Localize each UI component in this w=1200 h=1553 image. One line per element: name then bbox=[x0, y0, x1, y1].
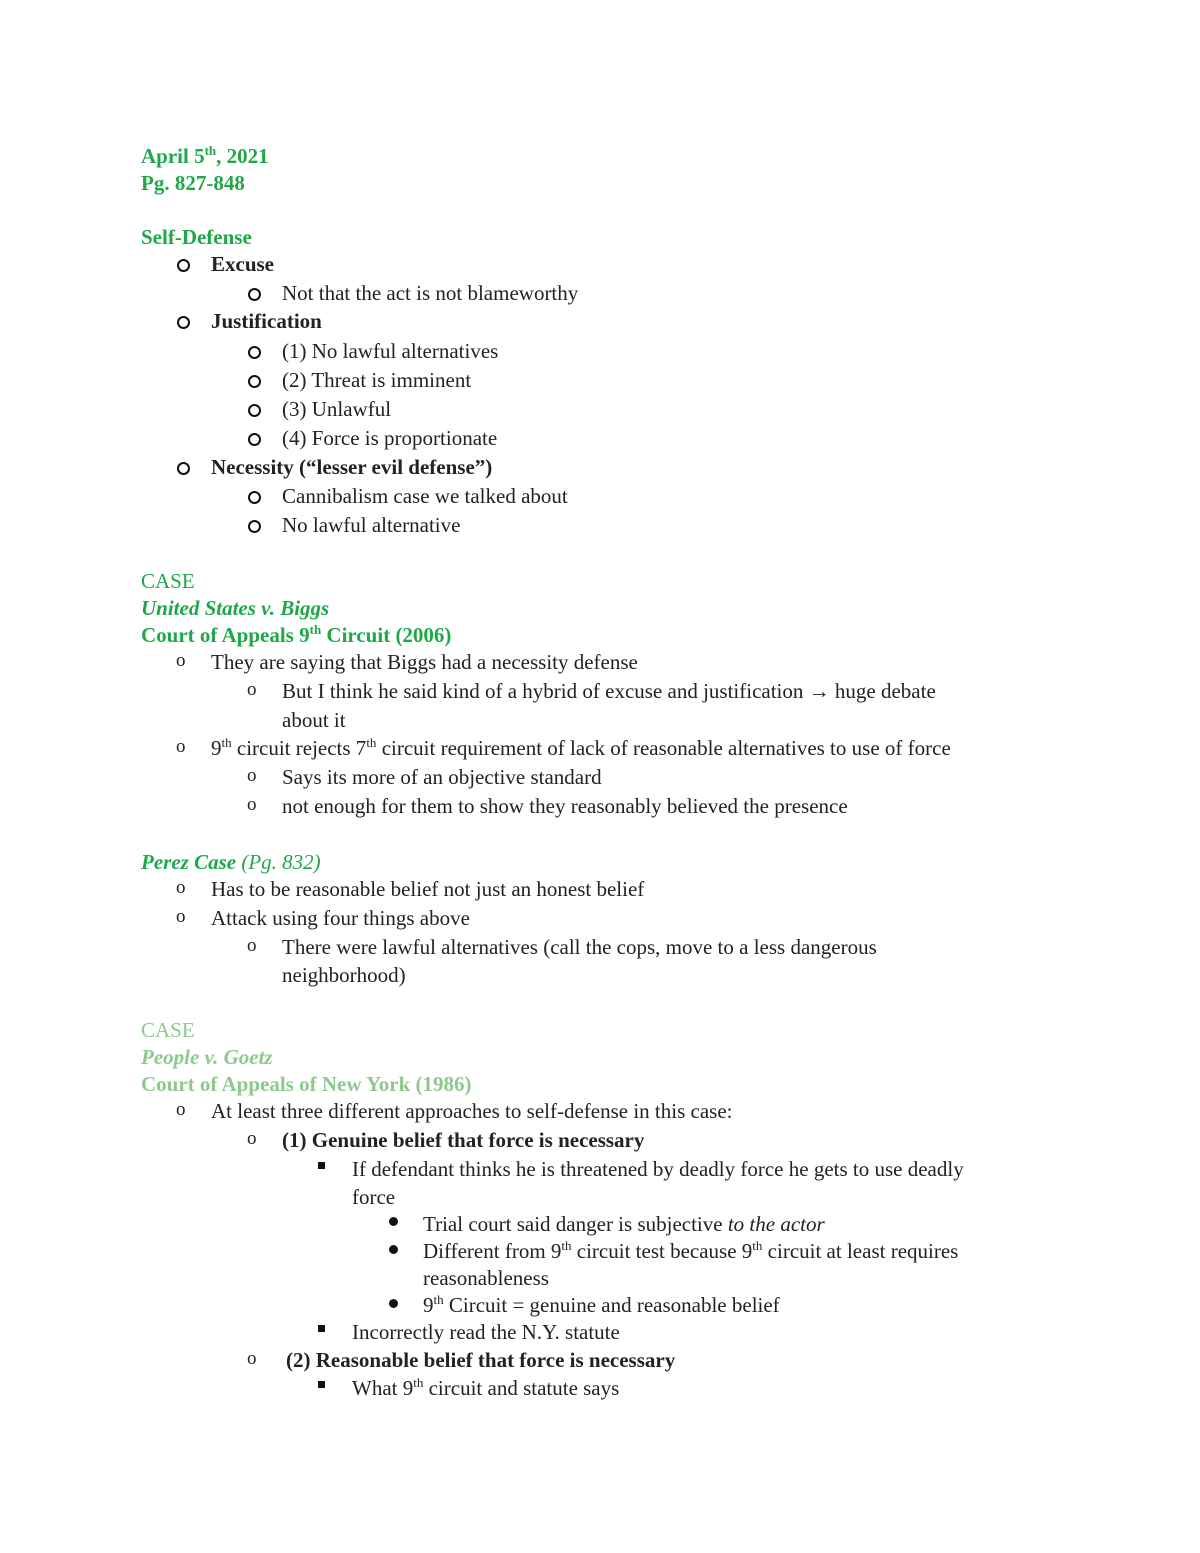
case-label-1: CASE bbox=[141, 569, 195, 593]
justification-detail-3: (3) Unlawful bbox=[282, 397, 392, 421]
goetz-approach-2-sub-1: What 9th circuit and statute says bbox=[352, 1375, 620, 1400]
goetz-approach-1: (1) Genuine belief that force is necessary bbox=[282, 1128, 645, 1152]
goetz-approach-1-sub-2: Incorrectly read the N.Y. statute bbox=[352, 1320, 620, 1344]
hollow-bullet-icon: o bbox=[247, 935, 257, 956]
excuse-item: Excuse bbox=[211, 252, 274, 276]
goetz-detail-2: Different from 9th circuit test because 9th circuit at least requires bbox=[423, 1238, 959, 1263]
goetz-detail-2-cont: reasonableness bbox=[423, 1266, 549, 1290]
perez-point-2a: There were lawful alternatives (call the cops, move to a less dangerous bbox=[282, 935, 877, 959]
biggs-point-2b: not enough for them to show they reasonably believed the presence bbox=[282, 794, 848, 818]
perez-point-1: Has to be reasonable belief not just an honest belief bbox=[211, 877, 645, 901]
date-heading: April 5th, 2021 bbox=[141, 143, 269, 168]
hollow-bullet-icon: o bbox=[247, 1128, 257, 1149]
hollow-bullet-icon: o bbox=[247, 679, 257, 700]
excuse-detail: Not that the act is not blameworthy bbox=[282, 281, 579, 305]
goetz-detail-3: 9th Circuit = genuine and reasonable belief bbox=[423, 1292, 780, 1317]
ring-bullet-icon bbox=[248, 491, 261, 504]
dot-bullet-icon bbox=[389, 1217, 398, 1226]
biggs-point-2a: Says its more of an objective standard bbox=[282, 765, 602, 789]
ring-bullet-icon bbox=[248, 520, 261, 533]
case-name-goetz: People v. Goetz bbox=[141, 1045, 273, 1069]
hollow-bullet-icon: o bbox=[176, 1099, 186, 1120]
justification-detail-1: (1) No lawful alternatives bbox=[282, 339, 499, 363]
biggs-point-2: 9th circuit rejects 7th circuit requirement of lack of reasonable alternatives to use of force bbox=[211, 735, 951, 760]
justification-detail-4: (4) Force is proportionate bbox=[282, 426, 498, 450]
ring-bullet-icon bbox=[248, 375, 261, 388]
biggs-point-1a-cont: about it bbox=[282, 708, 346, 732]
case-court-biggs: Court of Appeals 9th Circuit (2006) bbox=[141, 622, 452, 647]
necessity-detail-1: Cannibalism case we talked about bbox=[282, 484, 568, 508]
hollow-bullet-icon: o bbox=[247, 794, 257, 815]
right-arrow-icon: → bbox=[808, 679, 830, 703]
goetz-approach-2: (2) Reasonable belief that force is necessary bbox=[286, 1348, 676, 1372]
justification-item: Justification bbox=[211, 309, 322, 333]
dot-bullet-icon bbox=[389, 1245, 398, 1254]
perez-heading: Perez Case (Pg. 832) bbox=[141, 850, 321, 874]
justification-detail-2: (2) Threat is imminent bbox=[282, 368, 472, 392]
ring-bullet-icon bbox=[177, 462, 190, 475]
page-range: Pg. 827-848 bbox=[141, 171, 245, 195]
hollow-bullet-icon: o bbox=[247, 765, 257, 786]
goetz-detail-1: Trial court said danger is subjective to the actor bbox=[423, 1212, 825, 1236]
square-bullet-icon bbox=[318, 1325, 325, 1332]
biggs-point-1a: But I think he said kind of a hybrid of excuse and justification → huge debate bbox=[282, 679, 936, 703]
case-court-goetz: Court of Appeals of New York (1986) bbox=[141, 1072, 472, 1096]
biggs-point-1: They are saying that Biggs had a necessity defense bbox=[211, 650, 638, 674]
ring-bullet-icon bbox=[248, 288, 261, 301]
hollow-bullet-icon: o bbox=[176, 906, 186, 927]
perez-point-2a-cont: neighborhood) bbox=[282, 963, 406, 987]
dot-bullet-icon bbox=[389, 1299, 398, 1308]
ring-bullet-icon bbox=[177, 259, 190, 272]
square-bullet-icon bbox=[318, 1381, 325, 1388]
hollow-bullet-icon: o bbox=[176, 736, 186, 757]
case-name-biggs: United States v. Biggs bbox=[141, 596, 330, 620]
hollow-bullet-icon: o bbox=[176, 650, 186, 671]
perez-point-2: Attack using four things above bbox=[211, 906, 470, 930]
ring-bullet-icon bbox=[248, 346, 261, 359]
square-bullet-icon bbox=[318, 1162, 325, 1169]
case-label-2: CASE bbox=[141, 1018, 195, 1042]
hollow-bullet-icon: o bbox=[247, 1348, 257, 1369]
ring-bullet-icon bbox=[248, 404, 261, 417]
goetz-approach-1-sub-1: If defendant thinks he is threatened by deadly force he gets to use deadly bbox=[352, 1157, 964, 1181]
goetz-point-1: At least three different approaches to self-defense in this case: bbox=[211, 1099, 733, 1123]
ring-bullet-icon bbox=[248, 433, 261, 446]
ring-bullet-icon bbox=[177, 316, 190, 329]
necessity-item: Necessity (“lesser evil defense”) bbox=[211, 455, 493, 479]
self-defense-heading: Self-Defense bbox=[141, 225, 252, 249]
goetz-approach-1-sub-1-cont: force bbox=[352, 1185, 396, 1209]
necessity-detail-2: No lawful alternative bbox=[282, 513, 461, 537]
hollow-bullet-icon: o bbox=[176, 877, 186, 898]
